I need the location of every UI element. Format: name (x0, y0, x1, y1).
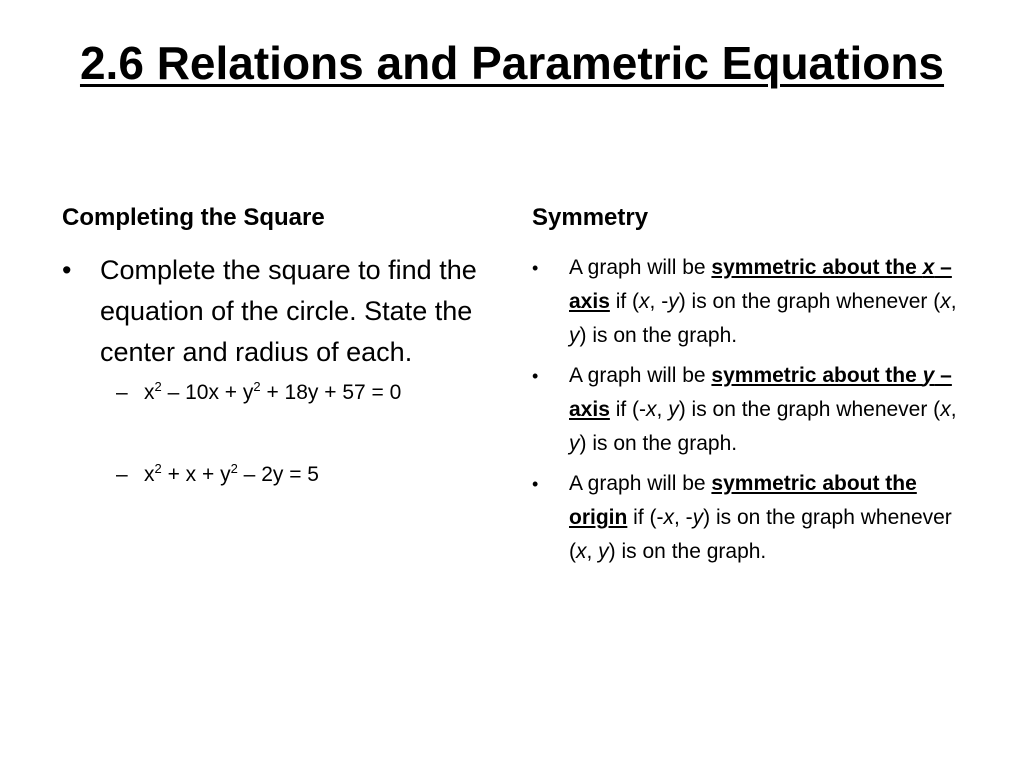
slide-title: 2.6 Relations and Parametric Equations (79, 37, 945, 89)
term-origin: symmetric about the origin (569, 472, 917, 529)
dash-icon: – (116, 381, 128, 404)
right-column-body (532, 251, 962, 575)
equation-text: $x^2 + x + y^2 - 2y = 5$ (144, 461, 319, 486)
dash-icon: – (116, 463, 128, 486)
symmetry-x-axis-bullet (532, 251, 962, 353)
bullet-dot-icon: • (532, 366, 539, 386)
term-y-axis: symmetric about the y – axis (569, 364, 952, 421)
bullet-text: A graph will be symmetric about the x – axis if (x, -y) is on the graph whenever (x, y) is on the graph. (569, 256, 957, 347)
completing-square-bullet (62, 250, 502, 373)
symmetry-origin-bullet (532, 467, 962, 569)
bullet-dot-icon: • (62, 255, 72, 285)
exponent: 2 (154, 461, 162, 476)
equation-item-1 (116, 379, 502, 407)
bullet-text: A graph will be symmetric about the origin if (-x, -y) is on the graph whenever (x, y) is on the graph. (569, 472, 952, 563)
right-column-heading: Symmetry (532, 204, 649, 231)
equation-item-2 (116, 461, 502, 489)
bullet-dot-icon: • (532, 474, 539, 494)
exponent: 2 (230, 461, 238, 476)
exponent: 2 (154, 379, 162, 394)
equation-text: $x^2 - 10x + y^2 + 18y + 57 = 0$ (144, 379, 402, 404)
bullet-dot-icon: • (532, 258, 539, 278)
bullet-text: A graph will be symmetric about the y – axis if (-x, y) is on the graph whenever (x, y) is on the graph. (569, 364, 957, 455)
exponent: 2 (253, 379, 261, 394)
left-column-heading: Completing the Square (62, 204, 325, 231)
bullet-text: Complete the square to find the equation of the circle. State the center and radius of each. (100, 255, 477, 367)
term-x-axis: symmetric about the x – axis (569, 256, 952, 313)
symmetry-y-axis-bullet (532, 359, 962, 461)
left-column-body (62, 250, 502, 489)
